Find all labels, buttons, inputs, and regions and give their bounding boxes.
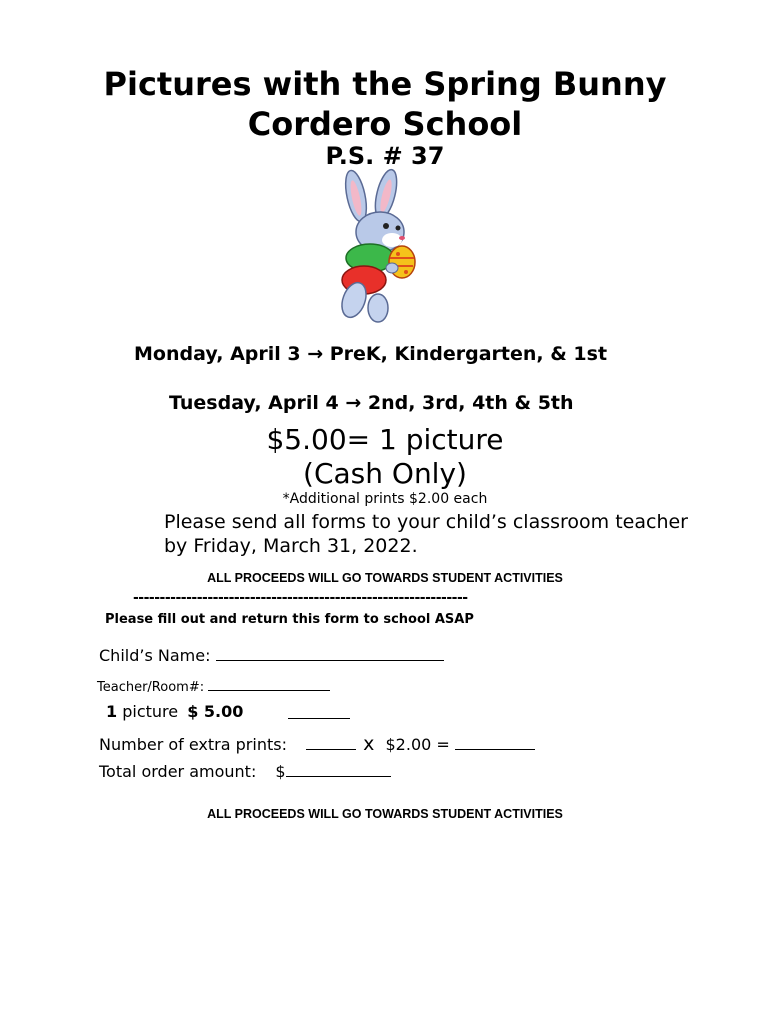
picture-price: $ 5.00: [187, 702, 244, 721]
page-title-line1: Pictures with the Spring Bunny: [103, 65, 667, 103]
school-number: P.S. # 37: [325, 142, 445, 170]
extra-prints-total-field[interactable]: [455, 735, 535, 750]
easter-bunny-with-egg-icon: [328, 168, 424, 324]
teacher-room-label: Teacher/Room#:: [97, 680, 205, 695]
total-row: [99, 762, 391, 781]
picture-quantity: 1: [106, 702, 118, 721]
extra-prints-row: [99, 733, 535, 755]
schedule-tuesday: Tuesday, April 4 → 2nd, 3rd, 4th & 5th: [169, 392, 574, 414]
proceeds-notice-bottom: ALL PROCEEDS WILL GO TOWARDS STUDENT ACTIVITIES: [207, 807, 563, 821]
page-title-line2: Cordero School: [247, 105, 523, 143]
instructions-line1: Please send all forms to your child’s classroom teacher: [164, 511, 688, 533]
instructions-line2: by Friday, March 31, 2022.: [164, 535, 418, 557]
child-name-label: Child’s Name:: [99, 646, 211, 665]
schedule-monday: Monday, April 3 → PreK, Kindergarten, & 1st: [134, 343, 608, 365]
cut-line-divider: ---------------------------------------------------------------: [133, 590, 468, 606]
total-amount-field[interactable]: [286, 762, 391, 777]
total-label: Total order amount:: [99, 762, 257, 781]
extra-print-price: $2.00 =: [385, 735, 450, 754]
fill-out-instruction: Please fill out and return this form to school ASAP: [105, 612, 474, 627]
picture-price-row: [106, 702, 243, 721]
child-name-row: [99, 646, 444, 665]
teacher-room-row: [97, 676, 330, 695]
teacher-room-field[interactable]: [208, 676, 330, 691]
multiply-sign: x: [363, 733, 375, 755]
child-name-field[interactable]: [216, 646, 444, 661]
picture-quantity-field[interactable]: [288, 704, 350, 719]
additional-prints-note: *Additional prints $2.00 each: [282, 491, 488, 507]
payment-note: (Cash Only): [303, 457, 467, 490]
picture-word: picture: [122, 702, 179, 721]
extra-prints-field[interactable]: [306, 735, 356, 750]
extra-prints-label: Number of extra prints:: [99, 735, 287, 754]
total-dollar-sign: $: [275, 762, 286, 781]
price-line: $5.00= 1 picture: [266, 423, 504, 456]
proceeds-notice-top: ALL PROCEEDS WILL GO TOWARDS STUDENT ACTIVITIES: [207, 571, 563, 585]
